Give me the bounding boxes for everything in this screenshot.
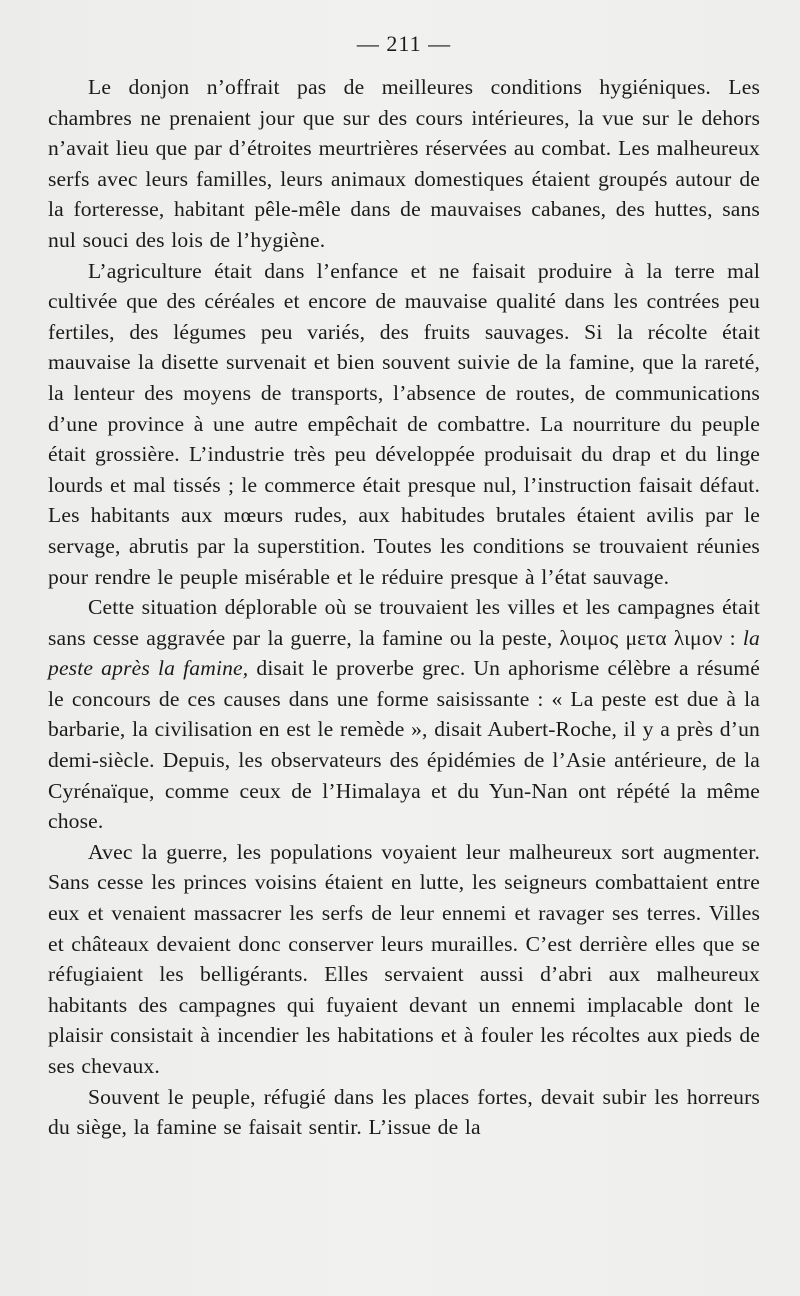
paragraph-text: Avec la guerre, les populations voyaient leur malheureux sort augmenter. Sans cesse les princes voisins étaient en lutte, les seigneurs combattaient entre eux et venaient massacrer les serfs de leur ennemi et ravager ses terres. Villes et châteaux devaient donc conserver leurs murailles. C’est derrière elles que se réfugiaient les belligérants. Elles servaient aussi d’abri aux malheureux habitants des campagnes qui fuyaient devant un ennemi implacable dont le plaisir consistait à incendier les habitations et à fouler les récoltes aux pieds de ses chevaux. <box>48 839 760 1078</box>
paragraph-agriculture <box>48 256 760 593</box>
paragraph-text: Souvent le peuple, réfugié dans les places fortes, devait subir les horreurs du siège, la famine se faisait sentir. L’issue de la <box>48 1084 760 1140</box>
paragraph-hygiene-donjon <box>48 72 760 256</box>
paragraph-peste-famine <box>48 592 760 837</box>
paragraph-siege <box>48 1082 760 1143</box>
paragraph-text: L’agriculture était dans l’enfance et ne faisait produire à la terre mal cultivée que des céréales et encore de mauvaise qualité dans les contrées peu fertiles, des légumes peu variés, des fruits sauvages. Si la récolte était mauvaise la disette survenait et bien souvent suivie de la famine, que la rareté, la lenteur des moyens de transports, l’absence de routes, de communications d’une province à une autre empêchait de combattre. La nourriture du peuple était grossière. L’industrie très peu développée produisait du drap et du linge lourds et mal tissés ; le commerce était presque nul, l’instruction faisait défaut. Les habitants aux mœurs rudes, aux habitudes brutales étaient avilis par le servage, abrutis par la superstition. Toutes les conditions se trouvaient réunies pour rendre le peuple misérable et le réduire presque à l’état sauvage. <box>48 258 760 589</box>
paragraph-text: Le donjon n’offrait pas de meilleures conditions hygiéniques. Les chambres ne prenaient jour que sur des cours intérieures, la vue sur le dehors n’avait lieu que par d’étroites meurtrières réservées au combat. Les malheureux serfs avec leurs familles, leurs animaux domestiques étaient groupés autour de la forteresse, habitant pêle-mêle dans de mauvaises cabanes, des huttes, sans nul souci des lois de l’hygiène. <box>48 75 760 252</box>
page-number: — 211 — <box>356 31 452 56</box>
paragraph-text-after: disait le proverbe grec. Un aphorisme célèbre a résumé le concours de ces causes dans une forme saisissante : « La peste est due à la barbarie, la civilisation en est le remède », disait Aubert-Roche, il y a près d’un demi-siècle. Depuis, les observateurs des épidémies de l’Asie antérieure, de la Cyrénaïque, comme ceux de l’Himalaya et du Yun-Nan ont répété la même chose. <box>48 656 760 834</box>
paragraph-guerre <box>48 837 760 1082</box>
paragraph-italic-quote: la peste après la famine, <box>48 625 760 681</box>
paragraph-text-before: Cette situation déplorable où se trouvaient les villes et les campagnes était sans cesse aggravée par la guerre, la famine ou la peste, λοιμος μετα λιμον : <box>48 595 760 650</box>
